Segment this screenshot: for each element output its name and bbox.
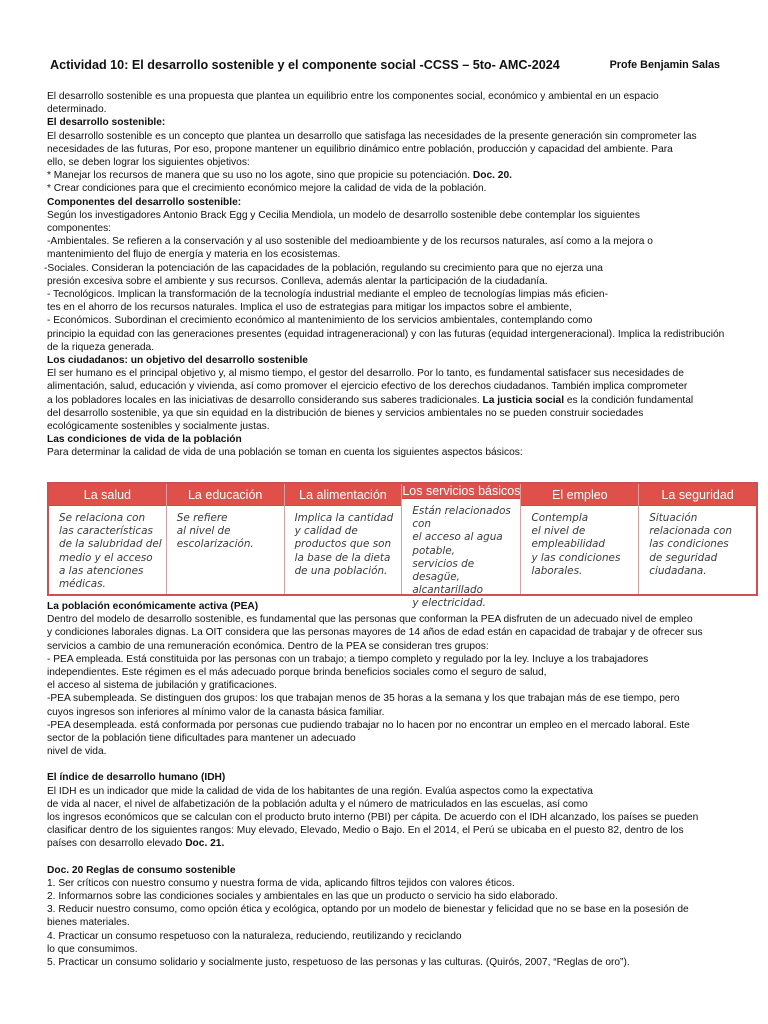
table-column-header: La salud [49, 484, 166, 506]
intro-line: determinado. [47, 104, 107, 116]
doc-reference: Doc. 21. [185, 838, 225, 850]
paragraph-line: El desarrollo sostenible es un concepto que plantea un desarrollo que satisfaga las necesidades de la presente generación sin comprometer las [47, 130, 697, 142]
paragraph-line: bienes materiales. [47, 917, 130, 929]
table-column-header: La seguridad [639, 484, 756, 506]
paragraph-line: tes en el ahorro de los recursos naturales. Implica el uso de estrategias para mitigar los impactos sobre el ambiente, [47, 302, 572, 314]
table-column-header: Los servicios básicos [402, 484, 521, 498]
paragraph-line: nivel de vida. [47, 746, 107, 758]
document-title: Actividad 10: El desarrollo sostenible y el componente social -CCSS – 5to- AMC-2024 [50, 58, 560, 72]
doc-reference: Doc. 20. [472, 170, 512, 182]
rule-item: 2. Informarnos sobre las condiciones sociales y ambientales en las que un producto o servicio ha sido elaborado. [47, 891, 558, 903]
table-cell-line: Contempla [531, 512, 589, 524]
component-item: - Tecnológicos. Implican la transformación de la tecnología industrial mediante el empleo de tecnologías limpias más eficien- [47, 289, 608, 301]
table-cell-line: Situación [649, 512, 698, 524]
paragraph-line: ello, se deben lograr los siguientes objetivos: [47, 157, 250, 169]
rule-item: 3. Reducir nuestro consumo, como opción ética y ecológica, optando por un modelo de bienestar y felicidad que no se base en la posesión de [47, 904, 689, 916]
table-column-header: El empleo [521, 484, 638, 506]
table-column [166, 484, 284, 594]
paragraph-line: y condiciones laborales dignas. La OIT considera que las personas mayores de 14 años de edad están en capacidad de trabajar y de ofrecer sus [47, 627, 703, 639]
paragraph-line: del desarrollo sostenible, ya que sin equidad en la distribución de bienes y servicios ambientales no se pueden construir sociedades [47, 407, 644, 419]
paragraph-line: países con desarrollo elevado Doc. 21. [47, 838, 225, 850]
table-cell [521, 506, 638, 594]
table-cell-line: de la salubridad del [59, 538, 162, 551]
table-cell-line: el acceso al agua potable, [412, 531, 503, 557]
document-author: Profe Benjamin Salas [609, 59, 720, 71]
text-block-top [44, 90, 757, 460]
table-cell-line: empleabilidad [531, 538, 606, 551]
table-cell-line: a las atenciones [59, 564, 144, 577]
paragraph-line: Para determinar la calidad de vida de una población se toman en cuenta los siguientes aspectos básicos: [47, 447, 523, 459]
objective-item: * Crear condiciones para que el crecimiento económico mejore la calidad de vida de la población. [47, 183, 487, 195]
paragraph-line: El ser humano es el principal objetivo y, al mismo tiempo, el gestor del desarrollo. Por lo tanto, es fundamental satisfacer sus necesidades de [47, 368, 684, 380]
table-cell-line: y calidad de [294, 525, 358, 538]
paragraph-line: presión excesiva sobre el ambiente y sus recursos. Conlleva, además alentar la participación de la ciudadanía. [47, 275, 548, 287]
paragraph-line: de la riqueza generada. [47, 341, 155, 353]
paragraph-line: independientes. Este régimen es el más adecuado porque brinda beneficios sociales como el seguro de salud, [47, 667, 547, 679]
paragraph-line: Según los investigadores Antonio Brack Egg y Cecilia Mendiola, un modelo de desarrollo sostenible debe contemplar los siguientes [47, 209, 640, 221]
rule-item: 1. Ser críticos con nuestro consumo y nuestra forma de vida, aplicando filtros tejidos con valores éticos. [47, 877, 515, 889]
paragraph-line: de vida al nacer, el nivel de alfabetización de la población adulta y el número de matriculados en las escuelas, así como [47, 798, 588, 810]
rule-item: 4. Practicar un consumo respetuoso con la naturaleza, reduciendo, reutilizando y reciclando [47, 930, 462, 942]
text-block-bottom [47, 600, 757, 969]
paragraph-line: los ingresos económicos que se calculan con el producto bruto interno (PBI) per cápita. De acuerdo con el IDH alcanzado, los países se pueden [47, 812, 699, 824]
paragraph-line: lo que consumimos. [47, 943, 138, 955]
paragraph-line: componentes: [47, 223, 111, 235]
table-cell [639, 506, 756, 594]
table-column [284, 484, 402, 594]
table-cell-line: al nivel de [176, 525, 231, 538]
table-cell-line: productos que son [294, 538, 392, 551]
section-heading: El índice de desarrollo humano (IDH) [47, 772, 226, 784]
table-cell [402, 499, 520, 611]
section-heading: La población económicamente activa (PEA) [47, 601, 259, 612]
section-heading: Componentes del desarrollo sostenible: [47, 196, 242, 208]
table-column [401, 484, 521, 610]
paragraph-line: el acceso al sistema de jubilación y gratificaciones. [47, 680, 277, 692]
paragraph-line: servicios a cambio de una remuneración económica. Dentro de la PEA se consideran tres grupos: [47, 640, 489, 652]
table-cell-line: el nivel de [531, 525, 586, 538]
table-column [520, 484, 638, 594]
table-cell-line: de una población. [294, 564, 388, 577]
table-cell-line: Se relaciona con [59, 512, 146, 524]
paragraph-line: necesidades de las futuras, Por eso, propone mantener un equilibrio dinámico entre población, producción y capacidad del ambiente. Para [47, 143, 673, 155]
table-cell-line: laborales. [531, 564, 583, 577]
table-cell-line: medio y el acceso [59, 551, 153, 564]
table-cell-line: las condiciones [649, 538, 729, 551]
table-cell [167, 506, 284, 594]
paragraph-line: a los pobladores locales en las iniciativas de desarrollo considerando sus saberes tradicionales. La justicia social es la condición fundamental [47, 394, 694, 406]
paragraph-line: Dentro del modelo de desarrollo sostenible, es fundamental que las personas que conforman la PEA disfruten de un adecuado nivel de empleo [47, 614, 693, 626]
table-column-header: La alimentación [285, 484, 402, 506]
paragraph-line: principio la equidad con las generaciones presentes (equidad intrageneracional) y con las futuras (equidad intergeneracional). Implica la redistribución [47, 328, 725, 340]
component-item: - Económicos. Subordinan el crecimiento económico al mantenimiento de los servicios ambientales, contemplando como [47, 315, 593, 327]
table-cell [285, 506, 402, 594]
table-cell [49, 506, 166, 594]
paragraph-line: alimentación, salud, educación y vivienda, así como promover el ejercicio efectivo de los derechos ciudadanos. También implica comprometer [47, 381, 688, 393]
table-cell-line: y las condiciones [531, 551, 621, 564]
table-cell-line: relacionada con [649, 525, 732, 538]
table-column [49, 484, 166, 594]
table-cell-line: escolarización. [176, 538, 254, 551]
pea-group-item: - PEA empleada. Está constituida por las personas con un trabajo; a tiempo completo y regulado por la ley. Incluye a los trabajadores [47, 653, 649, 665]
table-cell-line: alcantarillado [412, 584, 483, 597]
paragraph-line: cuyos ingresos son inferiores al mínimo valor de la canasta básica familiar. [47, 706, 385, 718]
table-column-header: La educación [167, 484, 284, 506]
table-cell-line: la base de la dieta [294, 551, 391, 564]
table-cell-line: las características [59, 525, 153, 538]
component-item: -Sociales. Consideran la potenciación de las capacidades de la población, regulando su crecimiento para que no ejerza una [44, 262, 603, 274]
paragraph-line: mantenimiento del flujo de energía y materia en los ecosistemas. [47, 249, 341, 261]
section-heading: Doc. 20 Reglas de consumo sostenible [47, 864, 236, 876]
section-heading: El desarrollo sostenible: [47, 117, 166, 129]
component-item: -Ambientales. Se refieren a la conservación y al uso sostenible del medioambiente y de los recursos naturales, así como a la mejora o [47, 236, 653, 248]
pea-group-item: -PEA subempleada. Se distinguen dos grupos: los que trabajan menos de 35 horas a la semana y los que trabajan más de ese tiempo, pero [47, 693, 680, 705]
paragraph-line: ecológicamente sostenibles y socialmente justas. [47, 421, 270, 433]
paragraph-line: clasificar dentro de los siguientes rangos: Muy elevado, Elevado, Medio o Bajo. En el 2014, el Perú se ubicaba en el puesto 82, dentro de los [47, 825, 684, 837]
table-cell-line: ciudadana. [649, 564, 707, 577]
objective-item: * Manejar los recursos de manera que su uso no los agote, sino que propicie su potenciación. Doc. 20. [47, 170, 512, 182]
rule-item: 5. Practicar un consumo solidario y socialmente justo, respetuoso de las personas y las culturas. (Quirós, 2007, “Reglas de oro”). [47, 957, 630, 969]
section-heading: Los ciudadanos: un objetivo del desarrollo sostenible [47, 355, 308, 367]
table-cell-line: de seguridad [649, 551, 718, 564]
table-cell-line: médicas. [59, 578, 106, 591]
table-cell-line: servicios de desagüe, [412, 557, 475, 584]
pea-group-item: -PEA desempleada. está conformada por personas cue pudiendo trabajar no lo hacen por no encontrar un empleo en el mercado laboral. Este [47, 719, 690, 731]
paragraph-line: El IDH es un indicador que mide la calidad de vida de los habitantes de una región. Evalúa aspectos como la expectativa [47, 785, 593, 797]
intro-line: El desarrollo sostenible es una propuesta que plantea un equilibrio entre los componentes social, económico y ambiental en un espacio [47, 91, 659, 102]
section-heading: Las condiciones de vida de la población [47, 434, 242, 446]
table-cell-line: Se refiere [176, 512, 228, 524]
table-cell-line: y electricidad. [412, 597, 486, 610]
table-column [638, 484, 756, 594]
table-cell-line: Implica la cantidad [294, 512, 394, 524]
document-header [50, 58, 720, 78]
paragraph-line: sector de la población tiene dificultades para mantener un adecuado [47, 733, 356, 745]
table-cell-line: Están relacionados con [412, 505, 511, 531]
emphasis-text: La justicia social [482, 394, 565, 406]
